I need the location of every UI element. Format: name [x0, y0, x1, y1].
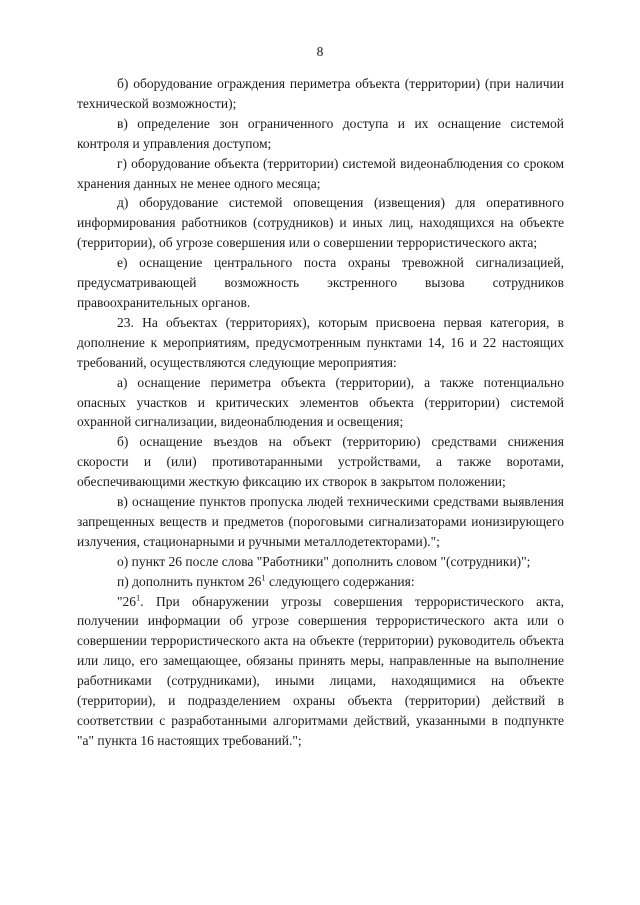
quote-item-after: . При обнаружении угрозы совершения террористического акта, получении информации об угрозе совершения террористического акта или о совершении террористического акта на объекте (территории) руководитель объекта или лицо, его замещающее, обязаны принять меры, направленные на выполнение работниками (сотрудниками), иными лицами, находящимися на объекте (территории), и подразделением охраны объекта (территории) действий в соответствии с разработанными алгоритмами действий, указанными в подпункте "а" пункта 16 настоящих требований."; — [77, 593, 564, 748]
p-item-before: п) дополнить пунктом 26 — [117, 573, 262, 589]
paragraph-d-alert-system: д) оборудование системой оповещения (извещения) для оперативного информирования работников (сотрудников) и иных лиц, находящихся на объекте (территории), об угрозе совершения или о совершении террористического акта; — [77, 195, 564, 251]
paragraph-v-checkpoints: в) оснащение пунктов пропуска людей техническими средствами выявления запрещенных веществ и предметов (пороговыми сигнализаторами ионизирующего излучения, стационарными и ручными металлодетекторами)."; — [77, 494, 564, 549]
p-item-after: следующего содержания: — [265, 573, 415, 589]
paragraph-a-perimeter: а) оснащение периметра объекта (территории), а также потенциально опасных участков и критических элементов объекта (территории) системой охранной сигнализации, видеонаблюдения и освещения; — [77, 374, 564, 430]
quote-item-superscript: 1 — [136, 592, 141, 603]
paragraph-p-add-item — [77, 572, 564, 592]
paragraph-b-entrances: б) оснащение въездов на объект (территорию) средствами снижения скорости и (или) противотаранными устройствами, а также воротами, обеспечивающими жесткую фиксацию их створок в закрытом положении; — [77, 434, 564, 490]
paragraph-b-fence: б) оборудование ограждения периметра объекта (территории) (при наличии технической возможности); — [77, 76, 564, 111]
p-item-superscript: 1 — [261, 572, 266, 583]
document-body — [77, 74, 564, 751]
paragraph-26-1-text — [77, 592, 564, 751]
paragraph-23: 23. На объектах (территориях), которым присвоена первая категория, в дополнение к мероприятиям, предусмотренным пунктами 14, 16 и 22 настоящих требований, осуществляются следующие мероприятия: — [77, 314, 564, 370]
paragraph-e-alarm: е) оснащение центрального поста охраны тревожной сигнализацией, предусматривающей возможность экстренного вызова сотрудников правоохранительных органов. — [77, 255, 564, 310]
paragraph-g-video: г) оборудование объекта (территории) системой видеонаблюдения со сроком хранения данных не менее одного месяца; — [77, 155, 564, 191]
quote-item-before: "26 — [117, 593, 137, 609]
page-number: 8 — [316, 44, 324, 59]
paragraph-v-access-zones: в) определение зон ограниченного доступа и их оснащение системой контроля и управления доступом; — [77, 115, 564, 151]
paragraph-o-item-26: о) пункт 26 после слова "Работники" дополнить словом "(сотрудники)"; — [117, 553, 531, 569]
